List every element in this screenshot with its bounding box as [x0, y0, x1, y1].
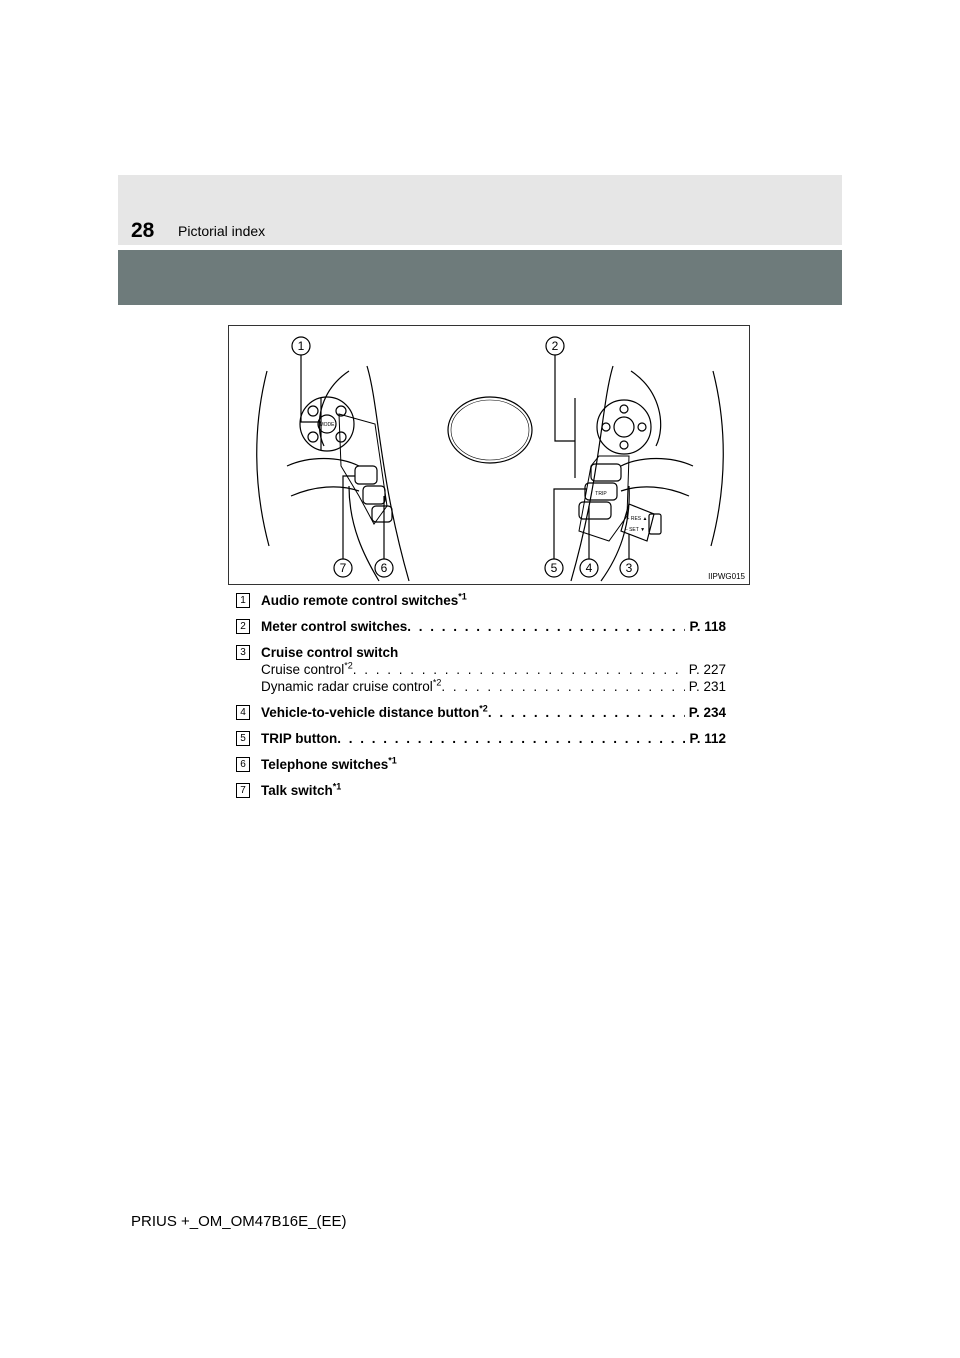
leader-dots — [353, 661, 685, 678]
item-number: 3 — [236, 645, 250, 660]
list-item — [236, 704, 726, 721]
footnote-marker: *1 — [458, 591, 467, 602]
callout-6: 6 — [380, 561, 388, 575]
item-text: Dynamic radar cruise control — [261, 679, 433, 694]
section-title: Pictorial index — [178, 223, 266, 239]
leader-dots — [441, 678, 684, 695]
set-label: – SET ▼ — [624, 527, 646, 533]
leader-dots — [337, 730, 685, 747]
footnote-marker: *1 — [332, 781, 342, 792]
callout-2: 2 — [551, 339, 559, 353]
item-text: Talk switch — [261, 783, 333, 798]
list-item — [236, 782, 726, 799]
list-item — [236, 592, 726, 609]
item-text: Cruise control — [261, 662, 345, 677]
item-text: TRIP button — [261, 731, 338, 746]
page-reference: P. 112 — [689, 731, 726, 746]
page-reference: P. 231 — [688, 679, 726, 694]
item-number: 1 — [236, 593, 250, 608]
item-number: 2 — [236, 619, 250, 634]
res-label: + RES ▲ — [626, 516, 648, 522]
legend-list — [236, 592, 726, 808]
footnote-marker: *2 — [432, 677, 442, 688]
page-reference: P. 118 — [689, 619, 726, 634]
footnote-marker: *2 — [479, 703, 488, 714]
mode-button-label: MODE — [319, 422, 335, 428]
page-reference: P. 234 — [688, 705, 726, 720]
page-reference: P. 227 — [688, 662, 726, 677]
item-text: Vehicle-to-vehicle distance button — [261, 705, 480, 720]
callout-3: 3 — [625, 561, 633, 575]
callout-1: 1 — [297, 339, 305, 353]
item-title: Cruise control switch — [261, 645, 399, 660]
header-dark-bar — [118, 250, 842, 305]
leader-dots — [407, 618, 685, 635]
steering-wheel-drawing — [229, 326, 751, 586]
steering-wheel-illustration — [228, 325, 750, 585]
item-text: Meter control switches — [261, 619, 408, 634]
list-item — [236, 618, 726, 635]
item-text: Telephone switches — [261, 757, 389, 772]
item-number: 4 — [236, 705, 250, 720]
figure-code: IIPWG015 — [708, 572, 745, 581]
callout-7: 7 — [339, 561, 347, 575]
list-item — [236, 644, 726, 695]
list-item — [236, 730, 726, 747]
list-item — [236, 756, 726, 773]
leader-dots — [488, 704, 685, 721]
item-text: Audio remote control switches — [261, 593, 459, 608]
callout-5: 5 — [550, 561, 558, 575]
page-number: 28 — [131, 219, 155, 242]
item-number: 5 — [236, 731, 250, 746]
footnote-marker: *1 — [388, 755, 397, 766]
item-number: 6 — [236, 757, 250, 772]
footer-document-code: PRIUS +_OM_OM47B16E_(EE) — [131, 1213, 347, 1230]
item-number: 7 — [236, 783, 250, 798]
trip-button-label: TRIP — [595, 491, 607, 497]
callout-4: 4 — [585, 561, 593, 575]
footnote-marker: *2 — [344, 660, 353, 671]
